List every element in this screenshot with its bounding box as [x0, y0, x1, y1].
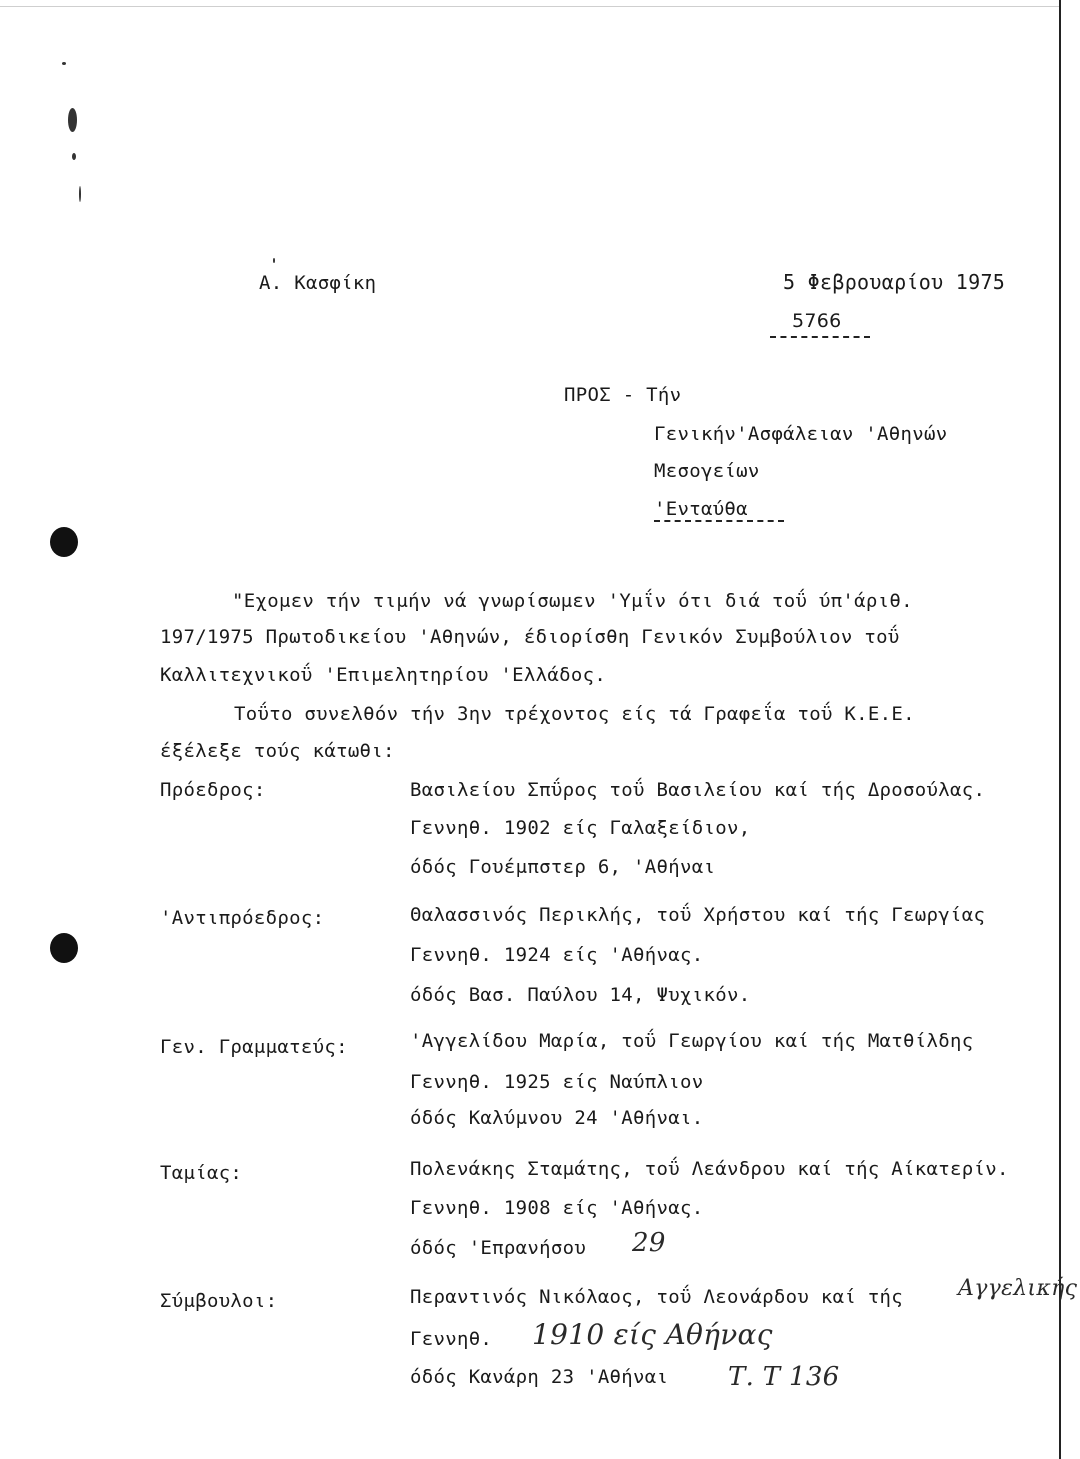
body-paragraph-1-line-1: "Εχομεν τήν τιμήν νά γνωρίσωμεν 'Υμΐν ότι διά τοΰ ύπ'άριθ. [232, 590, 913, 612]
page-top-edge [0, 6, 1060, 7]
recipient-underline [654, 520, 784, 523]
protocol-underline [770, 336, 870, 339]
handwritten-birth-info: 1910 είς Αθήνας [532, 1318, 773, 1351]
member-role: Ταμίας: [160, 1162, 243, 1184]
body-paragraph-2-line-2: έξέλεξε τούς κάτωθι: [160, 740, 395, 762]
body-paragraph-1-line-2: 197/1975 Πρωτοδικείου 'Αθηνών, έδιορίσθη Γενικόν Συμβούλιον τοΰ [160, 626, 900, 648]
member-birth: Γεννηθ. [410, 1328, 493, 1350]
recipient-line-3: 'Ενταύθα [654, 498, 748, 520]
member-address: όδός 'Επρανήσου [410, 1237, 587, 1259]
letter-date: 5 Φεβρουαρίου 1975 [783, 270, 1006, 294]
margin-speck [62, 62, 66, 65]
margin-speck [68, 108, 77, 132]
author-name: Α. Κασφίκη [259, 272, 377, 294]
page-right-edge [1059, 0, 1061, 1459]
punch-hole [50, 527, 78, 557]
member-name: Βασιλείου Σπΰρος τοΰ Βασιλείου καί τής Δροσούλας. [410, 779, 986, 801]
member-address: όδός Βασ. Παύλου 14, Ψυχικόν. [410, 984, 751, 1006]
member-address: όδός Καλύμνου 24 'Αθήναι. [410, 1107, 704, 1129]
member-role: Γεν. Γραμματεύς: [160, 1036, 348, 1058]
member-birth: Γεννηθ. 1908 είς 'Αθήνας. [410, 1197, 704, 1219]
member-name: Πολενάκης Σταμάτης, τοΰ Λεάνδρου καί τής Αίκατερίν. [410, 1158, 1009, 1180]
member-address: όδός Κανάρη 23 'Αθήναι [410, 1366, 669, 1388]
member-birth: Γεννηθ. 1902 είς Γαλαξείδιον, [410, 817, 751, 839]
handwritten-postal-code: Τ. Τ 136 [728, 1362, 840, 1392]
handwritten-mother-name: Αγγελικής [958, 1276, 1078, 1301]
member-role: 'Αντιπρόεδρος: [160, 907, 325, 929]
member-name: 'Αγγελίδου Μαρία, τοΰ Γεωργίου καί τής Ματθίλδης [410, 1030, 974, 1052]
recipient-line-2: Μεσογείων [654, 460, 760, 482]
recipient-line-1: Γενικήν'Ασφάλειαν 'Αθηνών [654, 423, 948, 445]
member-birth: Γεννηθ. 1925 είς Ναύπλιον [410, 1071, 704, 1093]
margin-speck [273, 258, 275, 263]
margin-speck [72, 153, 76, 160]
margin-speck [79, 186, 81, 202]
body-paragraph-1-line-3: Καλλιτεχνικοΰ 'Επιμελητηρίου 'Ελλάδος. [160, 664, 607, 686]
punch-hole [50, 933, 78, 963]
member-role: Πρόεδρος: [160, 779, 266, 801]
body-paragraph-2-line-1: Τοΰτο συνελθόν τήν 3ην τρέχοντος είς τά Γραφεΐα τοΰ Κ.Ε.Ε. [234, 703, 915, 725]
member-name: Θαλασσινός Περικλής, τοΰ Χρήστου καί τής Γεωργίας [410, 904, 986, 926]
recipient-pros: ΠΡΟΣ - Τήν [564, 384, 682, 406]
member-birth: Γεννηθ. 1924 είς 'Αθήνας. [410, 944, 704, 966]
protocol-number: 5766 [792, 310, 842, 332]
handwritten-street-number: 29 [632, 1228, 666, 1258]
member-name: Περαντινός Νικόλαος, τοΰ Λεονάρδου καί τής [410, 1286, 904, 1308]
member-address: όδός Γουέμπστερ 6, 'Αθήναι [410, 856, 716, 878]
member-role: Σύμβουλοι: [160, 1290, 278, 1312]
